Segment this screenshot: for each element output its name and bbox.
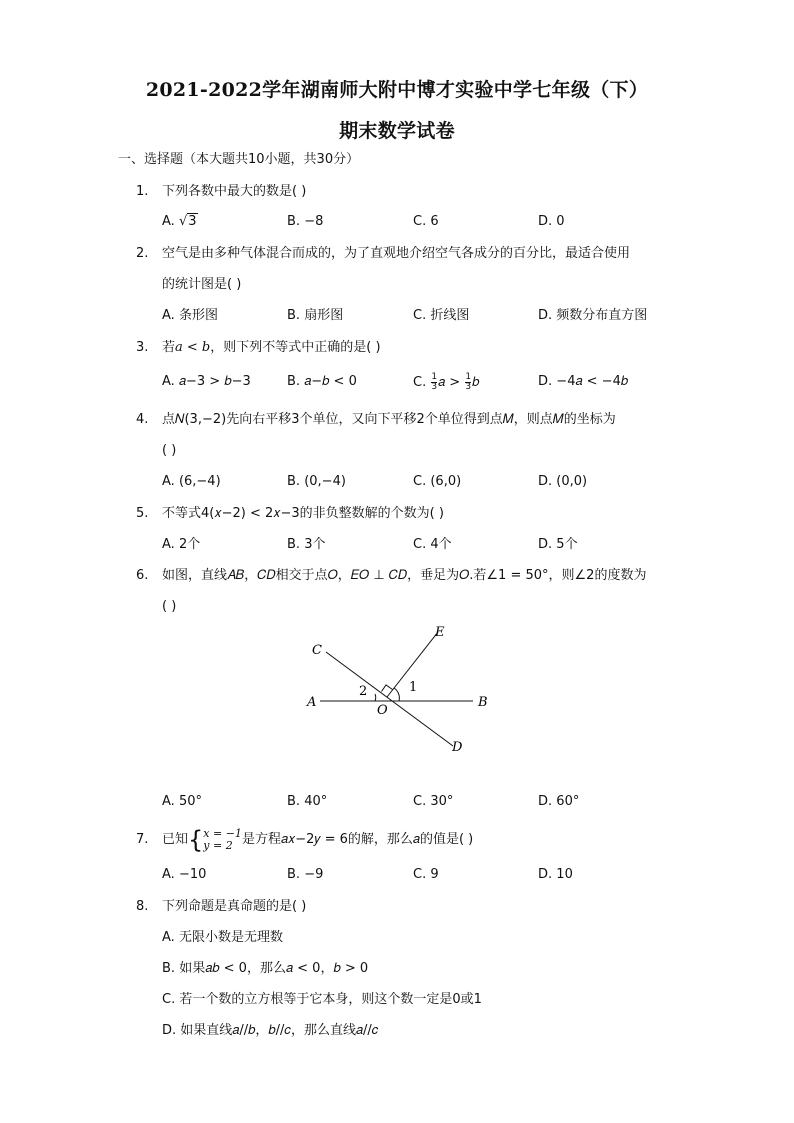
math-expression: 𝑎 < 𝑏 <box>175 340 211 355</box>
section-heading: 一、选择题（本大题共10小题，共30分） <box>118 152 360 167</box>
option-text: (6,−4) <box>178 474 221 489</box>
option-text: 𝑏 <box>472 375 480 390</box>
option-text: 3个 <box>304 537 326 552</box>
denominator: 3 <box>431 382 438 392</box>
numerator: 1 <box>431 372 438 382</box>
option-text: −10 <box>178 867 207 882</box>
question-text-part: 是方程𝑎𝑥−2𝑦 = 6的解，那么𝑎的值是( ) <box>241 832 474 847</box>
option-label: D. <box>538 867 553 882</box>
option-label: D. <box>538 474 553 489</box>
option-label: D. <box>162 1023 177 1038</box>
geometry-figure <box>295 618 505 760</box>
equation-system <box>203 828 242 852</box>
option-text: 9 <box>430 867 439 882</box>
option-text: 若一个数的立方根等于它本身，则这个数一定是0或1 <box>179 992 482 1007</box>
option-d <box>538 307 647 325</box>
angle-2-arc <box>375 694 376 701</box>
option-label: C. <box>413 375 427 390</box>
option-label: D. <box>538 308 553 323</box>
option-text: 如果𝑎𝑏 < 0，那么𝑎 < 0，𝑏 > 0 <box>179 961 369 976</box>
point-label-o: O <box>377 703 388 718</box>
option-label: B. <box>287 374 301 389</box>
option-b <box>287 307 343 325</box>
option-label: D. <box>538 794 553 809</box>
angle-1-arc <box>394 688 399 701</box>
option-text: 频数分布直方图 <box>556 308 648 323</box>
option-a <box>162 536 200 554</box>
point-label-c: C <box>312 643 322 658</box>
option-label: C. <box>413 214 427 229</box>
option-b <box>287 793 327 811</box>
option-label: B. <box>287 474 301 489</box>
point-label-a: A <box>307 695 317 710</box>
option-label: D. <box>538 214 553 229</box>
option-b <box>287 473 346 491</box>
option-label: B. <box>287 308 301 323</box>
option-text: −8 <box>304 214 324 229</box>
option-a <box>162 307 218 325</box>
question-number: 5. <box>136 506 149 521</box>
option-label: B. <box>287 867 301 882</box>
question-text-part: ，则下列不等式中正确的是( ) <box>210 340 381 355</box>
option-b <box>287 213 323 231</box>
option-c <box>413 473 461 491</box>
option-text: 0 <box>556 214 565 229</box>
option-label: A. <box>162 867 175 882</box>
option-a <box>162 373 251 391</box>
option-c <box>413 536 452 554</box>
option-d <box>538 866 573 884</box>
option-text: 无限小数是无理数 <box>178 930 283 945</box>
fraction <box>465 373 471 392</box>
angle-label-1: 1 <box>409 680 418 695</box>
option-text: 4个 <box>430 537 452 552</box>
question-text: 如图，直线𝐴𝐵，𝐶𝐷相交于点𝑂，𝐸𝑂 ⊥ 𝐶𝐷，垂足为𝑂.若∠1 = 50°，则∠2的度数为 <box>162 568 647 583</box>
option-label: B. <box>287 794 301 809</box>
question-number: 2. <box>136 246 149 261</box>
denominator: 3 <box>465 382 472 392</box>
question-number: 6. <box>136 568 149 583</box>
option-text: 扇形图 <box>304 308 344 323</box>
option-text: (0,−4) <box>304 474 346 489</box>
question-text <box>162 339 381 357</box>
question-text <box>162 822 473 858</box>
option-c <box>413 866 439 884</box>
option-text: 30° <box>430 794 454 809</box>
option-label: C. <box>413 867 427 882</box>
point-label-b: B <box>478 695 488 710</box>
option-text: 10 <box>556 867 573 882</box>
option-label: A. <box>162 537 175 552</box>
option-text: 𝑎−𝑏 < 0 <box>304 374 357 389</box>
option-b <box>287 866 323 884</box>
option-text: −4𝑎 < −4𝑏 <box>556 374 629 389</box>
question-text-part: 已知 <box>162 832 189 847</box>
option-text: 40° <box>304 794 328 809</box>
brace-symbol: { <box>188 825 204 854</box>
option-text: 𝑎−3 > 𝑏−3 <box>178 374 251 389</box>
sqrt-expression: √3 <box>178 214 197 229</box>
point-label-d: D <box>452 740 463 755</box>
line-cd <box>326 652 453 746</box>
option-b <box>287 536 325 554</box>
option-a <box>162 473 221 491</box>
option-label: C. <box>413 794 427 809</box>
option-d <box>538 473 587 491</box>
exam-title-line2: 期末数学试卷 <box>339 120 455 142</box>
option-text: 2个 <box>178 537 201 552</box>
option-a <box>162 866 206 884</box>
option-text: 条形图 <box>178 308 218 323</box>
right-angle-mark <box>382 685 393 692</box>
option-text: −9 <box>304 867 324 882</box>
point-label-e: E <box>435 625 445 640</box>
question-number: 4. <box>136 412 149 427</box>
question-text: 不等式4(𝑥−2) < 2𝑥−3的非负整数解的个数为( ) <box>162 506 444 521</box>
fraction <box>431 373 437 392</box>
option-label: A. <box>162 794 175 809</box>
option-label: B. <box>162 961 176 976</box>
option-label: B. <box>287 214 301 229</box>
question-text: 下列命题是真命题的是( ) <box>162 899 307 914</box>
question-number: 1. <box>136 184 149 199</box>
option-c <box>162 991 482 1009</box>
option-label: A. <box>162 308 175 323</box>
numerator: 1 <box>465 372 472 382</box>
question-number: 7. <box>136 832 149 847</box>
option-c <box>413 373 479 392</box>
question-text: 下列各数中最大的数是( ) <box>162 184 307 199</box>
option-a <box>162 929 283 947</box>
option-label: A. <box>162 374 175 389</box>
option-d <box>538 793 579 811</box>
question-text: 点𝑁(3,−2)先向右平移3个单位，又向下平移2个单位得到点𝑀，则点𝑀的坐标为 <box>162 412 616 427</box>
option-label: C. <box>162 992 176 1007</box>
option-a <box>162 213 198 231</box>
option-d <box>162 1022 378 1040</box>
option-label: D. <box>538 537 553 552</box>
question-text-part: 若 <box>162 340 176 355</box>
equation-line: 𝑥 = −1 <box>203 826 242 840</box>
option-text: 𝑎 > <box>438 375 461 390</box>
option-text: (0,0) <box>556 474 588 489</box>
option-d <box>538 536 578 554</box>
question-number: 8. <box>136 899 149 914</box>
option-b <box>162 960 368 978</box>
option-label: B. <box>287 537 301 552</box>
exam-title-line1: 2021-2022学年湖南师大附中博才实验中学七年级（下） <box>145 79 649 101</box>
question-text: 空气是由多种气体混合而成的，为了直观地介绍空气各成分的百分比，最适合使用 <box>162 246 631 261</box>
option-text: 6 <box>430 214 439 229</box>
option-text: 50° <box>178 794 202 809</box>
option-label: C. <box>413 537 427 552</box>
option-text: 5个 <box>556 537 578 552</box>
option-text: 如果直线𝑎//𝑏，𝑏//𝑐，那么直线𝑎//𝑐 <box>180 1023 379 1038</box>
option-a <box>162 793 202 811</box>
option-b <box>287 373 357 391</box>
option-c <box>413 213 439 231</box>
question-text-cont: ( ) <box>162 443 177 458</box>
option-label: A. <box>162 930 175 945</box>
option-label: C. <box>413 308 427 323</box>
option-d <box>538 213 565 231</box>
option-label: C. <box>413 474 427 489</box>
question-text-cont: ( ) <box>162 599 177 614</box>
question-number: 3. <box>136 340 149 355</box>
question-text-cont: 的统计图是( ) <box>162 277 242 292</box>
equation-line: 𝑦 = 2 <box>203 838 233 852</box>
option-label: A. <box>162 474 175 489</box>
option-c <box>413 793 453 811</box>
option-text: (6,0) <box>430 474 462 489</box>
option-c <box>413 307 469 325</box>
angle-label-2: 2 <box>359 684 368 699</box>
option-d <box>538 373 628 391</box>
option-label: A. <box>162 214 175 229</box>
option-text: 60° <box>556 794 580 809</box>
option-label: D. <box>538 374 553 389</box>
option-text: 折线图 <box>430 308 470 323</box>
